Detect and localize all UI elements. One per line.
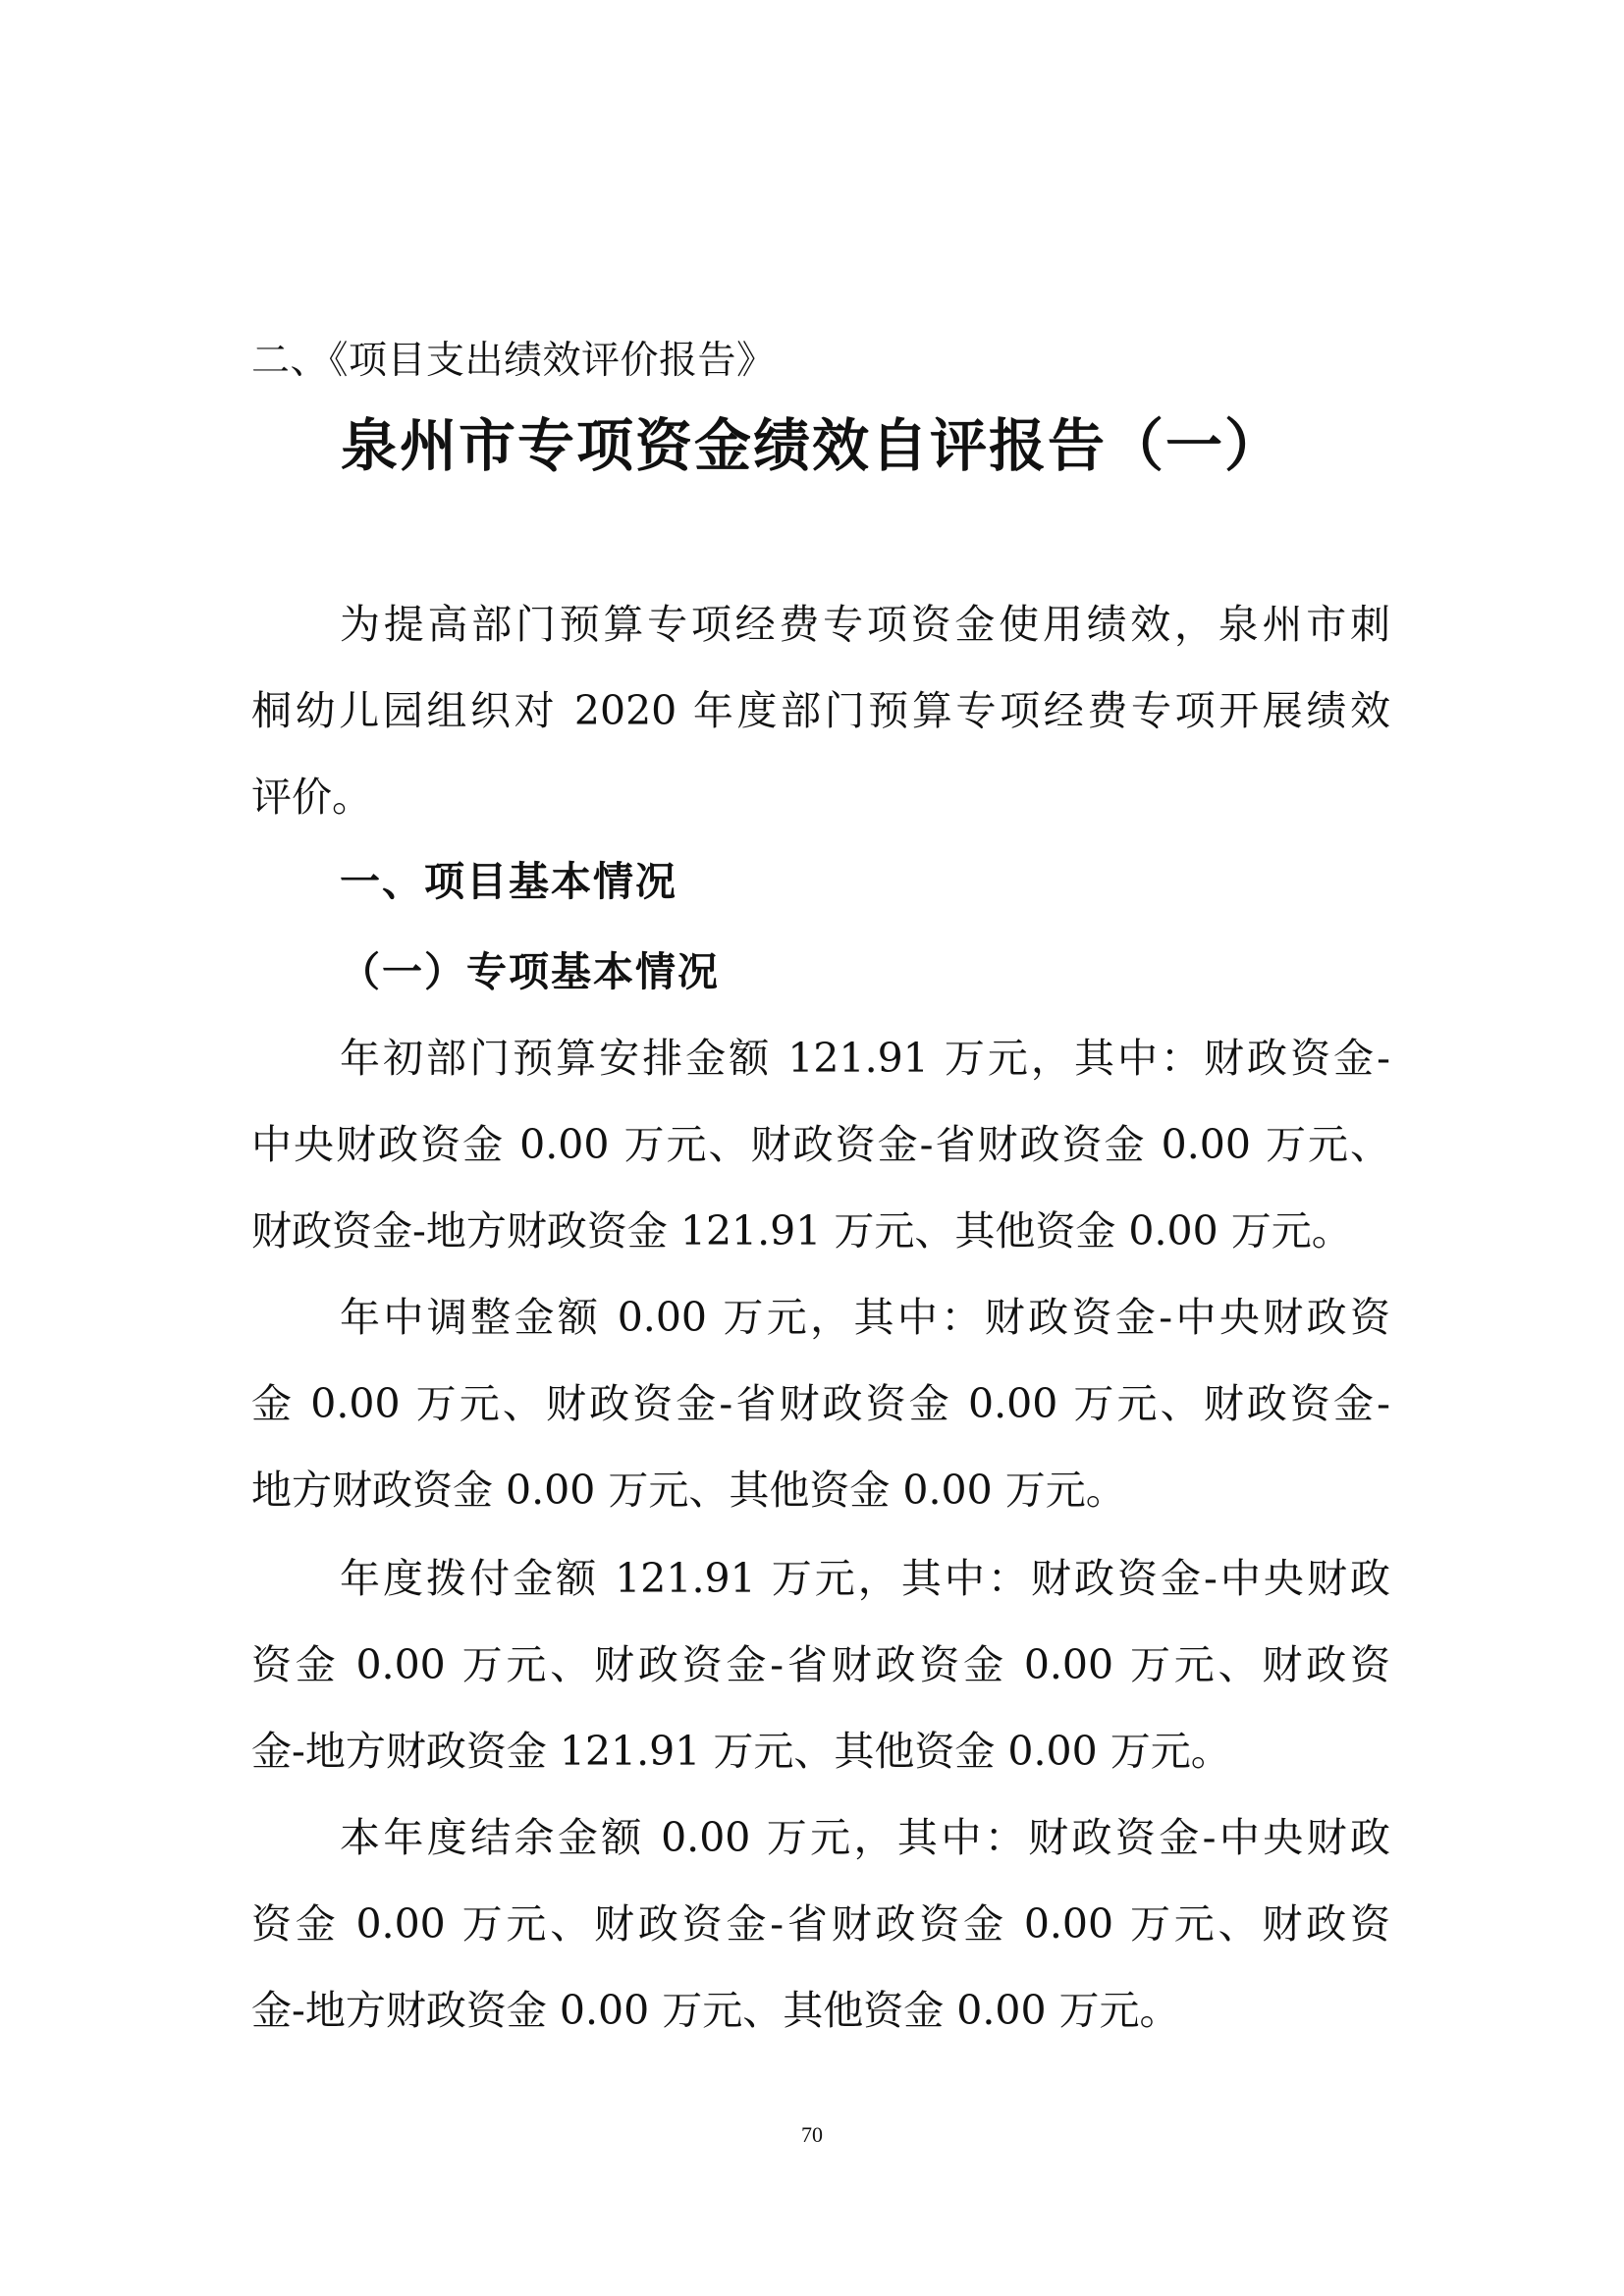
allocation-line-3: 金-地方财政资金 121.91 万元、其他资金 0.00 万元。	[251, 1728, 1231, 1775]
intro-line-2: 桐幼儿园组织对 2020 年度部门预算专项经费专项开展绩效	[251, 687, 1390, 734]
allocation-line-1: 年度拨付金额 121.91 万元，其中：财政资金-中央财政	[340, 1555, 1390, 1602]
balance-line-1: 本年度结余金额 0.00 万元，其中：财政资金-中央财政	[340, 1814, 1390, 1861]
section-label: 二、《项目支出绩效评价报告》	[251, 339, 776, 383]
initial-budget-line-2: 中央财政资金 0.00 万元、财政资金-省财政资金 0.00 万元、	[251, 1121, 1390, 1168]
initial-budget-line-3: 财政资金-地方财政资金 121.91 万元、其他资金 0.00 万元。	[251, 1207, 1352, 1255]
intro-line-1: 为提高部门预算专项经费专项资金使用绩效，泉州市刺	[340, 601, 1390, 648]
adjustment-line-1: 年中调整金额 0.00 万元，其中：财政资金-中央财政资	[340, 1294, 1390, 1341]
intro-line-3: 评价。	[251, 774, 372, 821]
page-number: 70	[801, 2122, 823, 2147]
initial-budget-line-1: 年初部门预算安排金额 121.91 万元，其中：财政资金-	[340, 1035, 1390, 1082]
report-title: 泉州市专项资金绩效自评报告（一）	[340, 412, 1283, 479]
allocation-line-2: 资金 0.00 万元、财政资金-省财政资金 0.00 万元、财政资	[251, 1641, 1390, 1688]
heading-project-basics: 一、项目基本情况	[340, 858, 677, 905]
adjustment-line-2: 金 0.00 万元、财政资金-省财政资金 0.00 万元、财政资金-	[251, 1380, 1390, 1427]
adjustment-line-3: 地方财政资金 0.00 万元、其他资金 0.00 万元。	[251, 1467, 1126, 1514]
balance-line-3: 金-地方财政资金 0.00 万元、其他资金 0.00 万元。	[251, 1987, 1180, 2034]
heading-special-fund-basics: （一）专项基本情况	[340, 948, 720, 995]
balance-line-2: 资金 0.00 万元、财政资金-省财政资金 0.00 万元、财政资	[251, 1900, 1390, 1948]
